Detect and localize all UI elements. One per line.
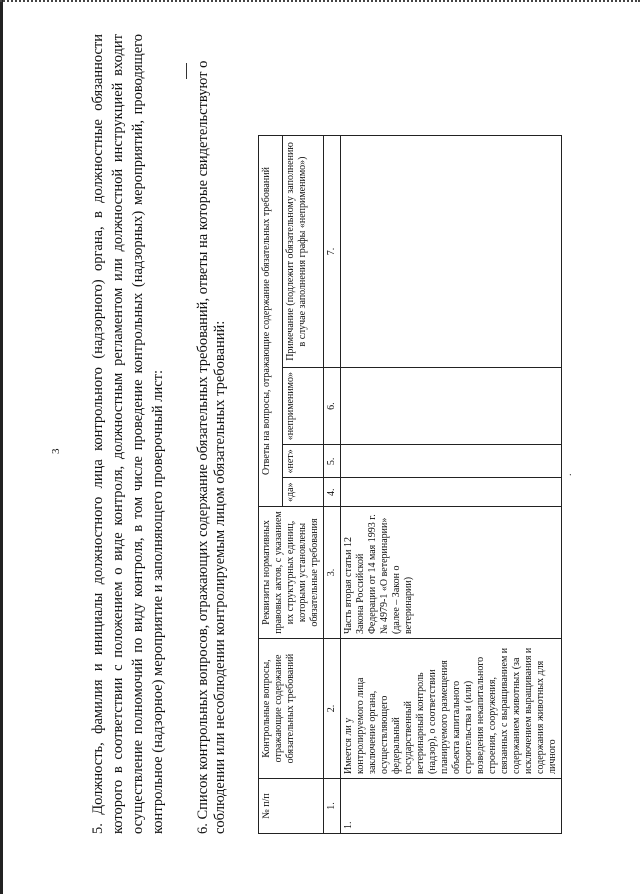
- header-questions: Контрольные вопросы, отражающие содержание обязательных требований: [259, 639, 324, 779]
- column-number-row: [324, 136, 341, 834]
- column-number: 5.: [324, 445, 341, 478]
- column-number: 1.: [324, 779, 341, 834]
- header-not-applicable: «неприменимо»: [283, 368, 324, 445]
- row-answer-na[interactable]: [341, 368, 562, 445]
- row-number: 1.: [341, 779, 562, 834]
- column-number: 7.: [324, 136, 341, 368]
- row-note[interactable]: [341, 136, 562, 368]
- header-note: Примечание (подлежит обязательному заполнению в случае заполнения графы «неприменимо»): [283, 136, 324, 368]
- page-number: 3: [50, 448, 62, 454]
- row-reference: Часть вторая статьи 12 Закона Российской Федерации от 14 мая 1993 г. № 4979-1 «О ветеринарии» (далее – Закон о ветеринарии): [341, 507, 562, 639]
- scan-dot: .: [563, 473, 574, 476]
- header-yes: «да»: [283, 478, 324, 507]
- header-answers-group: Ответы на вопросы, отражающие содержание обязательных требований: [259, 136, 283, 507]
- header-references: Реквизиты нормативных правовых актов, с указанием их структурных единиц, которыми установлены обязательные требования: [259, 507, 324, 639]
- paragraph-5: 5. Должность, фамилия и инициалы должностного лица контрольного (надзорного) органа, в должностные обязанности которого в соответствии с положением о виде контроля, должностным регламентом или должностной инструкцией входит осуществление полномочий по виду контроля, в том числе проведение контрольных (надзорных) мероприятий, проводящего контрольное (надзорное) мероприятие и заполняющего проверочный лист:: [90, 34, 166, 834]
- column-number: 2.: [324, 639, 341, 779]
- underline-mark: [186, 63, 187, 79]
- row-answer-yes[interactable]: [341, 478, 562, 507]
- row-answer-no[interactable]: [341, 445, 562, 478]
- row-question: Имеется ли у контролируемого лица заключение органа, осуществляющего федеральный государственный ветеринарный контроль (надзор), о соответствии планируемого размещения объекта капитального строительства и (или) возведения некапитального строения, сооружения, связанных с выращиванием и содержанием животных (за исключением выращивания и содержания животных для личного: [341, 639, 562, 779]
- paragraph-6: 6. Список контрольных вопросов, отражающих содержание обязательных требований, ответы на которые свидетельствуют о соблюдении или несоблюдении контролируемым лицом обязательных требований:: [195, 60, 228, 834]
- table-row: [341, 136, 562, 834]
- column-number: 6.: [324, 368, 341, 445]
- checklist-table: [258, 135, 562, 834]
- column-number: 3.: [324, 507, 341, 639]
- header-number: № п/п: [259, 779, 324, 834]
- column-number: 4.: [324, 478, 341, 507]
- header-no: «нет»: [283, 445, 324, 478]
